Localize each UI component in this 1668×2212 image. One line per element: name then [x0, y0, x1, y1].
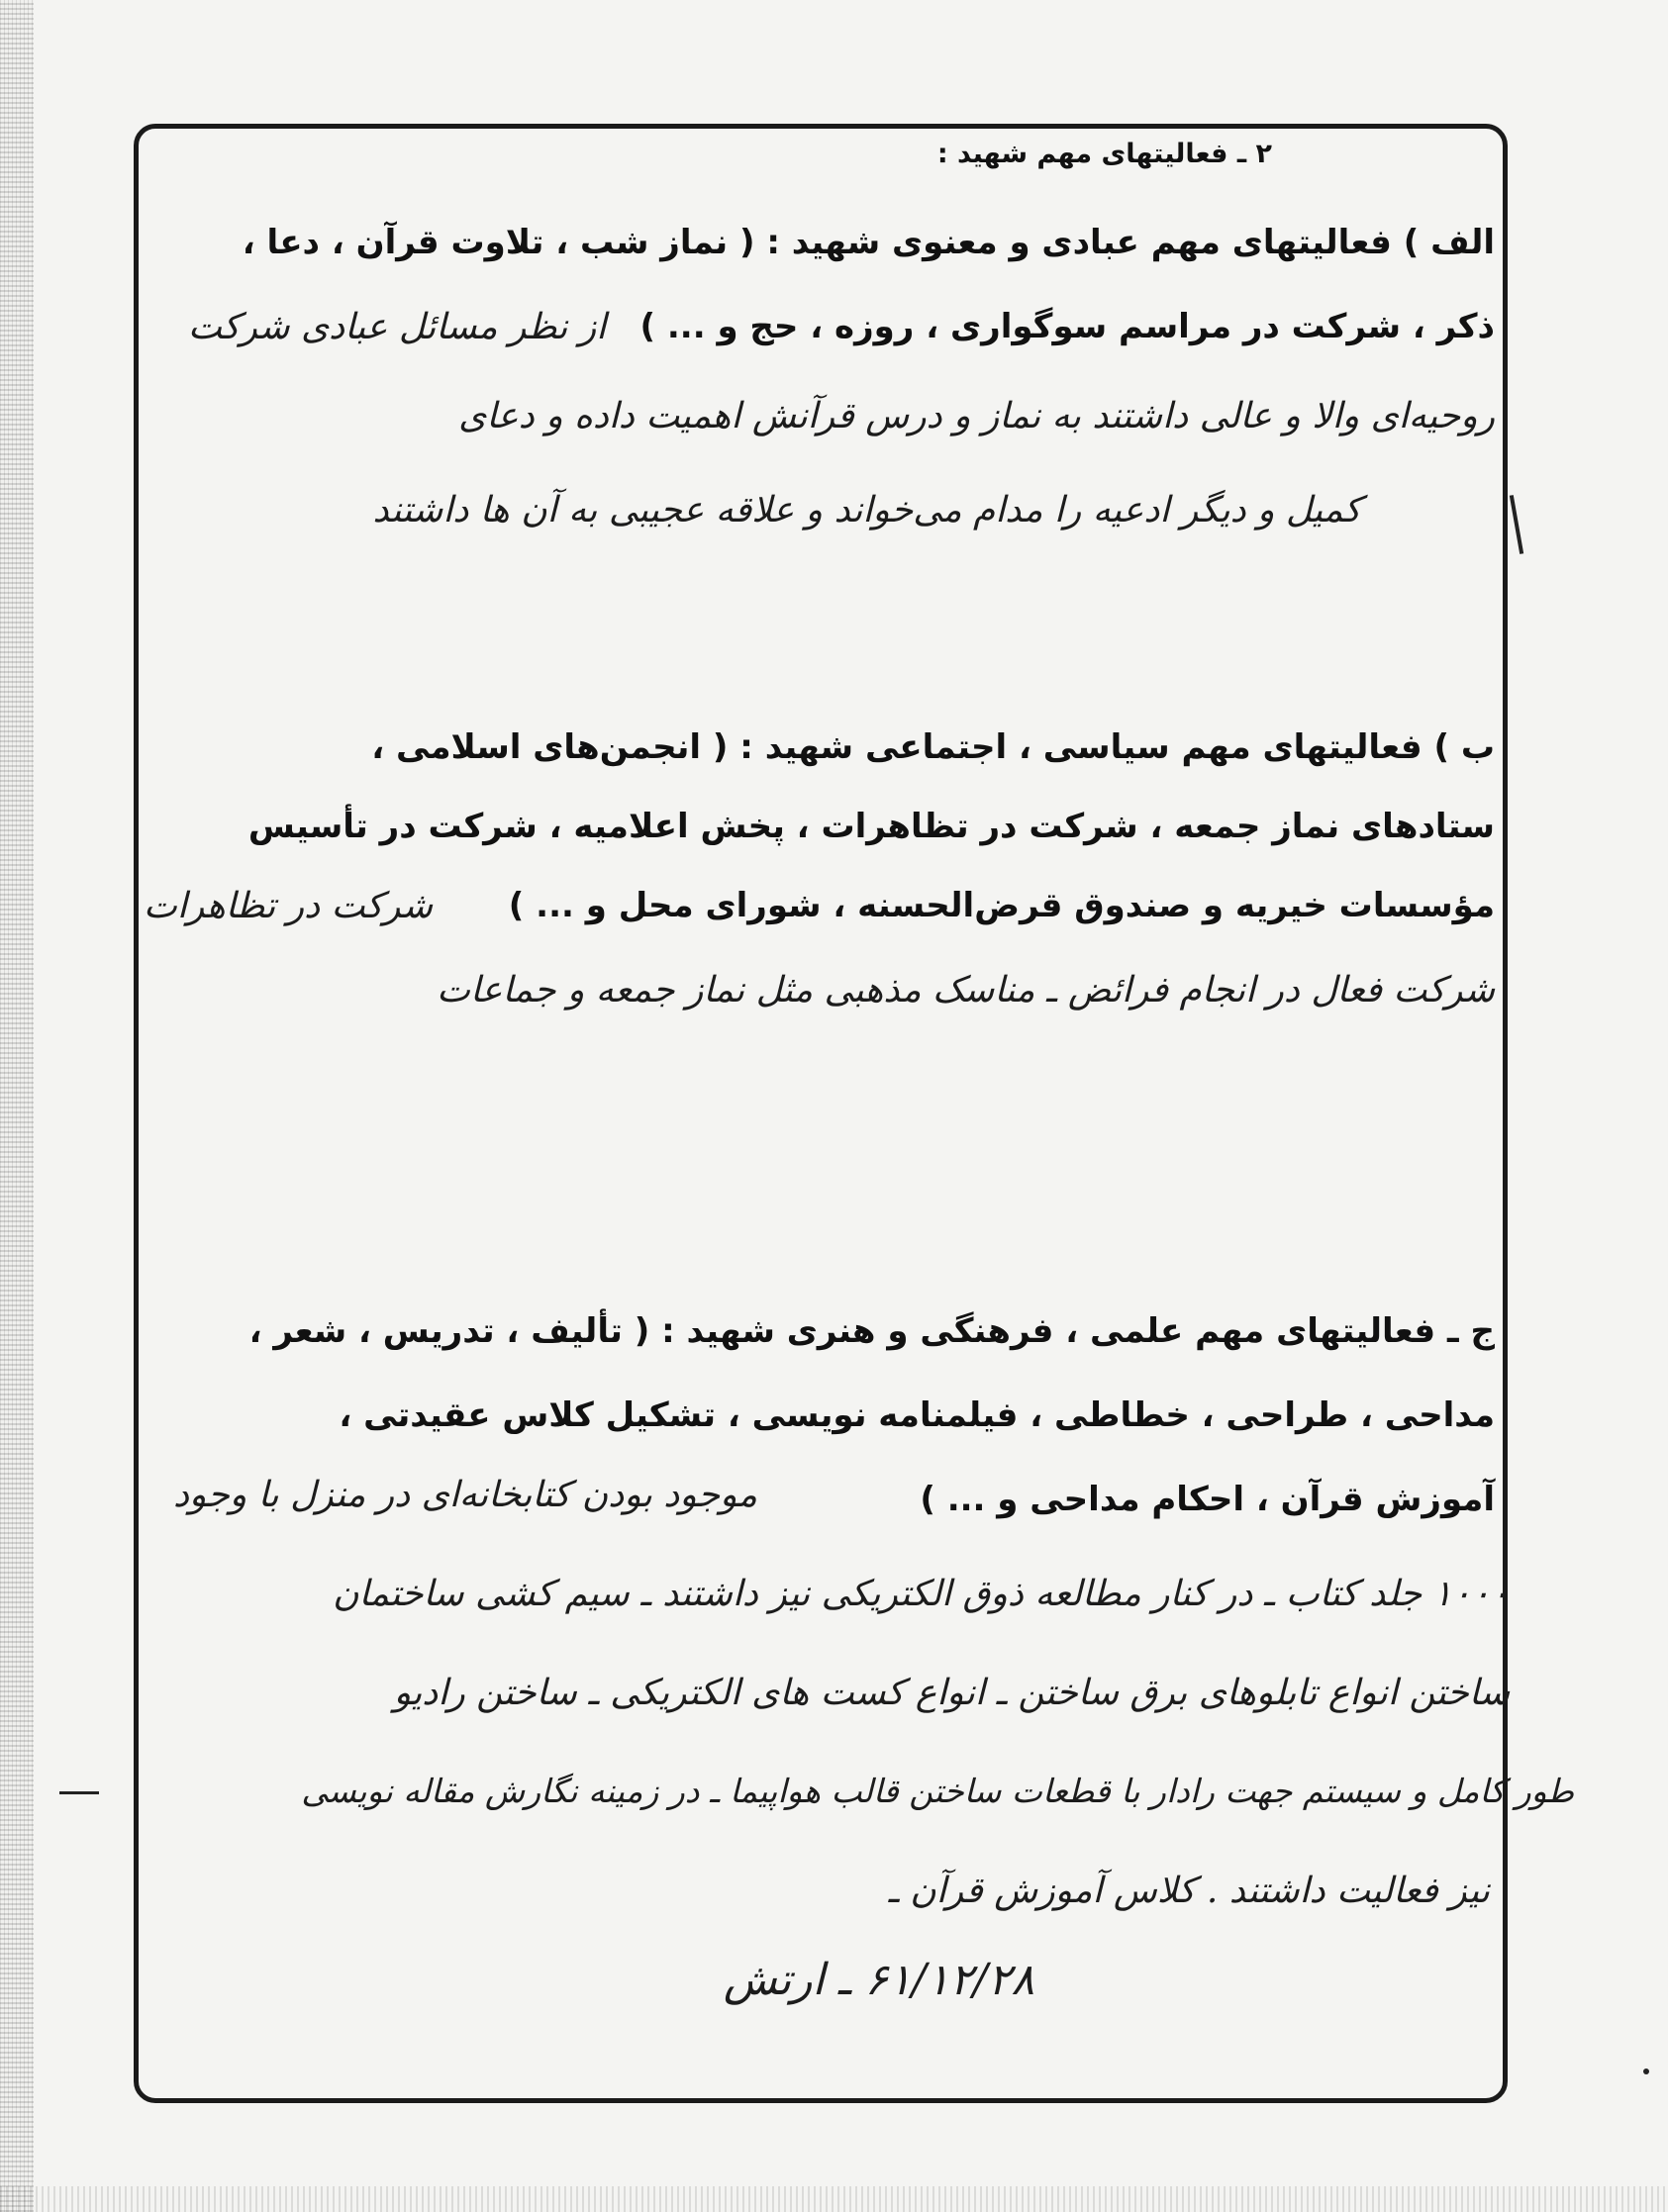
section-a-handwritten-line-2: روحیه‌ای والا و عالی داشتند به نماز و درس قرآنش اهمیت داده و دعای	[458, 396, 1495, 436]
stray-pen-mark	[59, 1791, 99, 1794]
form-heading: ۲ ـ فعالیتهای مهم شهید :	[936, 139, 1272, 169]
stray-pen-mark	[1510, 495, 1523, 554]
section-a-handwritten-line-3: کمیل و دیگر ادعیه را مدام می‌خواند و علاقه عجیبی به آن ها داشتند	[372, 490, 1361, 530]
scan-noise-bottom-edge	[0, 2186, 1668, 2212]
section-c-handwritten-line-4: طور کامل و سیستم جهت رادار با قطعات ساختن قالب هواپیما ـ در زمینه نگارش مقاله نویسی	[301, 1772, 1574, 1810]
section-c-handwritten-line-1: موجود بودن کتابخانه‌ای در منزل با وجود	[173, 1475, 758, 1515]
section-a-handwritten-line-1: از نظر مسائل عبادی شرکت	[188, 307, 607, 347]
section-b-handwritten-line-1: شرکت در تظاهرات	[144, 886, 434, 926]
stray-dot-mark	[1643, 2068, 1649, 2074]
section-b-printed-line-1: ب ) فعالیتهای مهم سیاسی ، اجتماعی شهید : ( انجمن‌های اسلامی ،	[371, 727, 1495, 767]
section-c-handwritten-line-2: ۱۰۰۰ جلد کتاب ـ در کنار مطالعه ذوق الکتریکی نیز داشتند ـ سیم کشی ساختمان	[333, 1574, 1510, 1614]
scan-noise-left-edge	[0, 0, 34, 2212]
section-b-printed-line-3: مؤسسات خیریه و صندوق قرض‌الحسنه ، شورای محل و ... )	[508, 886, 1495, 925]
section-a-printed-line-1: الف ) فعالیتهای مهم عبادی و معنوی شهید : ( نماز شب ، تلاوت قرآن ، دعا ،	[242, 223, 1495, 262]
section-a-printed-line-2: ذکر ، شرکت در مراسم سوگواری ، روزه ، حج و ... )	[639, 307, 1495, 346]
section-c-printed-line-1: ج ـ فعالیتهای مهم علمی ، فرهنگی و هنری شهید : ( تألیف ، تدریس ، شعر ،	[248, 1311, 1495, 1351]
section-b-printed-line-2: ستادهای نماز جمعه ، شرکت در تظاهرات ، پخش اعلامیه ، شرکت در تأسیس	[247, 807, 1495, 846]
section-c-handwritten-line-5: نیز فعالیت داشتند . کلاس آموزش قرآن ـ	[888, 1871, 1490, 1911]
section-c-printed-line-3: آموزش قرآن ، احکام مداحی و ... )	[920, 1480, 1495, 1519]
section-b-handwritten-line-2: شرکت فعال در انجام فرائض ـ مناسک مذهبی مثل نماز جمعه و جماعات	[437, 970, 1495, 1010]
section-c-printed-line-2: مداحی ، طراحی ، خطاطی ، فیلمنامه نویسی ، تشکیل کلاس عقیدتی ،	[339, 1395, 1495, 1435]
handwritten-date-signature: ۶۱/۱۲/۲۸ ـ ارتش	[723, 1955, 1034, 2005]
section-c-handwritten-line-3: ساختن انواع تابلوهای برق ساختن ـ انواع کست های الکتریکی ـ ساختن رادیو	[393, 1673, 1510, 1713]
